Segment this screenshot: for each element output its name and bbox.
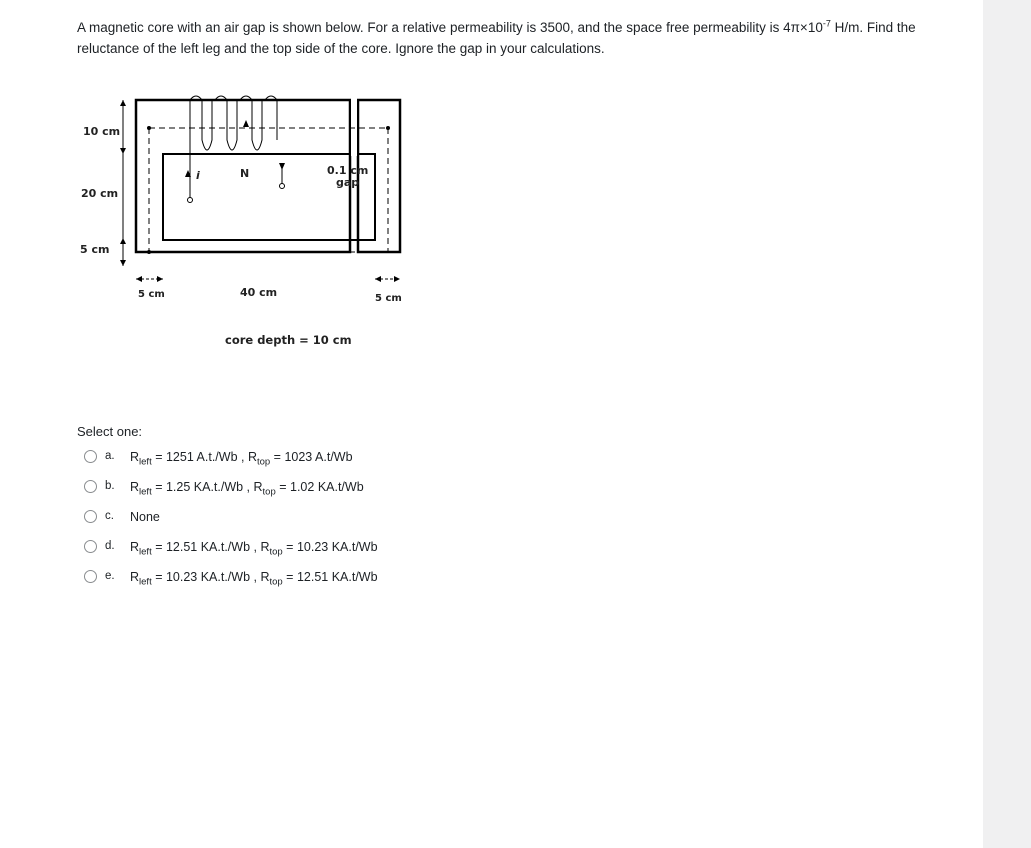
option-d-left-value: = 12.51 KA.t./Wb , xyxy=(151,540,261,554)
question-text-part2: H/m. Find the reluctance of the left leg and the top side of the core. Ignore the gap in your calculations. xyxy=(77,20,916,56)
option-b-text xyxy=(130,478,364,502)
magnetic-core-figure xyxy=(70,88,430,353)
option-e-left-value: = 10.23 KA.t./Wb , xyxy=(151,570,261,584)
option-c-letter: c. xyxy=(105,510,114,522)
option-d-letter: d. xyxy=(105,540,115,552)
question-exponent: -7 xyxy=(822,18,831,29)
option-a-radio[interactable] xyxy=(84,450,97,463)
dim-20cm: 20 cm xyxy=(81,187,119,200)
dim-5cm-bottom-left: 5 cm xyxy=(138,289,165,300)
option-c-radio[interactable] xyxy=(84,510,97,523)
answer-options xyxy=(84,448,378,598)
option-e-radio[interactable] xyxy=(84,570,97,583)
option-e-r-left: R xyxy=(130,570,140,584)
option-e-r-top: R xyxy=(260,570,270,584)
dim-40cm: 40 cm xyxy=(240,286,278,299)
option-d-top-value: = 10.23 KA.t/Wb xyxy=(282,540,378,554)
option-d-r-left: R xyxy=(130,540,140,554)
option-a-top-value: = 1023 A.t/Wb xyxy=(270,450,353,464)
option-e[interactable] xyxy=(84,568,378,598)
option-d-text xyxy=(130,538,378,562)
option-e-left-sub: left xyxy=(139,576,152,588)
question-text xyxy=(77,17,917,59)
option-d[interactable] xyxy=(84,538,378,568)
option-a-text xyxy=(130,448,353,472)
current-label: i xyxy=(196,169,200,182)
option-d-left-sub: left xyxy=(139,546,152,558)
dim-10cm: 10 cm xyxy=(83,125,121,138)
option-d-top-sub: top xyxy=(269,546,283,558)
option-c[interactable] xyxy=(84,508,378,538)
option-a-top-sub: top xyxy=(256,456,271,468)
option-e-top-sub: top xyxy=(269,576,283,588)
option-b-left-sub: left xyxy=(139,486,152,498)
option-a-letter: a. xyxy=(105,450,115,462)
option-a-left-sub: left xyxy=(139,456,152,468)
option-b-letter: b. xyxy=(105,480,115,492)
option-b-r-top: R xyxy=(253,480,263,494)
option-b-top-sub: top xyxy=(262,486,276,498)
core-diagram xyxy=(70,88,430,353)
option-a-left-value: = 1251 A.t./Wb , xyxy=(151,450,248,464)
option-d-r-top: R xyxy=(260,540,270,554)
option-e-letter: e. xyxy=(105,570,115,582)
right-sidebar-strip xyxy=(983,0,1031,848)
option-b-r-left: R xyxy=(130,480,140,494)
turns-label: N xyxy=(240,167,250,180)
option-d-radio[interactable] xyxy=(84,540,97,553)
question-text-part1: A magnetic core with an air gap is shown below. For a relative permeability is 3500, and the space free permeability is 4π×10 xyxy=(77,20,823,35)
option-a-r-top: R xyxy=(247,450,257,464)
coil-windings xyxy=(188,96,285,203)
option-a-r-left: R xyxy=(130,450,140,464)
option-b[interactable] xyxy=(84,478,378,508)
option-b-top-value: = 1.02 KA.t/Wb xyxy=(275,480,364,494)
gap-label: gap xyxy=(336,176,360,189)
option-a[interactable] xyxy=(84,448,378,478)
option-c-text: None xyxy=(130,510,160,524)
option-b-radio[interactable] xyxy=(84,480,97,493)
core-depth-label: core depth = 10 cm xyxy=(225,333,352,347)
option-b-left-value: = 1.25 KA.t./Wb , xyxy=(151,480,254,494)
option-e-text xyxy=(130,568,378,592)
dim-5cm-bottom-right: 5 cm xyxy=(375,293,402,304)
select-one-label: Select one: xyxy=(77,424,143,439)
option-e-top-value: = 12.51 KA.t/Wb xyxy=(282,570,378,584)
gap-value-label: 0.1 cm xyxy=(327,164,369,177)
dim-5cm-left: 5 cm xyxy=(80,243,110,256)
